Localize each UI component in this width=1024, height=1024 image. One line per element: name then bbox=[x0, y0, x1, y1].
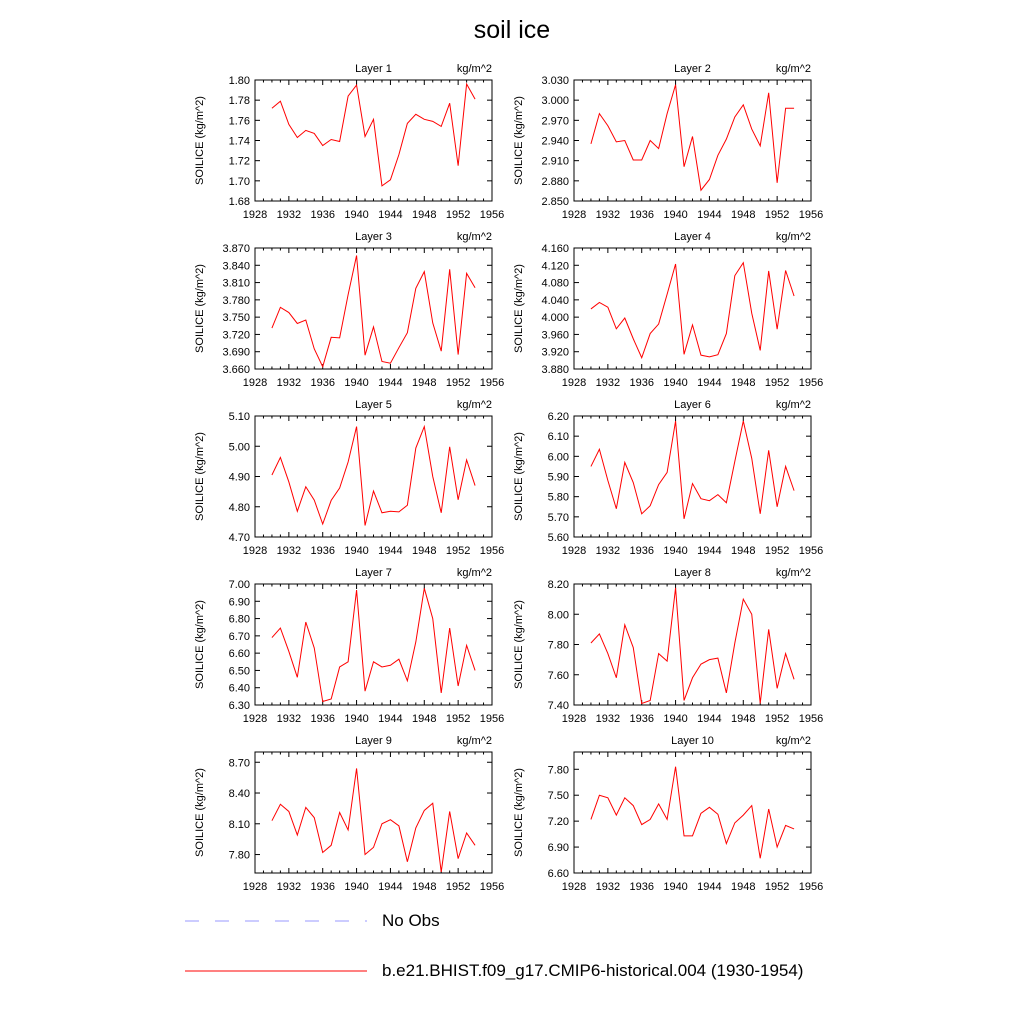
panel-units: kg/m^2 bbox=[775, 735, 811, 747]
y-tick-label: 7.00 bbox=[228, 579, 250, 591]
y-tick-label: 8.00 bbox=[547, 609, 569, 622]
panel-units: kg/m^2 bbox=[775, 231, 811, 243]
y-tick-label: 3.690 bbox=[222, 346, 250, 359]
y-tick-label: 6.60 bbox=[228, 648, 250, 661]
x-tick-label: 1956 bbox=[798, 209, 824, 221]
y-tick-label: 1.78 bbox=[228, 95, 250, 108]
x-tick-label: 1928 bbox=[561, 713, 587, 725]
x-tick-label: 1948 bbox=[412, 377, 437, 389]
y-tick-label: 7.80 bbox=[547, 764, 569, 777]
x-tick-label: 1940 bbox=[344, 881, 369, 893]
y-tick-label: 5.70 bbox=[547, 511, 569, 524]
x-tick-label: 1956 bbox=[479, 881, 505, 893]
x-tick-label: 1936 bbox=[629, 209, 654, 221]
y-tick-label: 7.80 bbox=[228, 849, 250, 862]
x-tick-label: 1956 bbox=[798, 713, 824, 725]
x-tick-label: 1928 bbox=[561, 545, 587, 557]
x-tick-label: 1948 bbox=[731, 881, 756, 893]
x-tick-label: 1928 bbox=[242, 377, 268, 389]
y-tick-label: 3.840 bbox=[222, 260, 250, 273]
x-tick-label: 1944 bbox=[697, 545, 722, 557]
x-tick-label: 1952 bbox=[445, 209, 471, 221]
x-tick-label: 1936 bbox=[629, 881, 654, 893]
y-tick-label: 1.74 bbox=[228, 135, 250, 148]
x-tick-label: 1948 bbox=[731, 545, 756, 557]
y-tick-label: 2.880 bbox=[541, 175, 569, 188]
legend-no-obs-label: No Obs bbox=[382, 911, 440, 930]
x-tick-label: 1940 bbox=[663, 881, 688, 893]
x-tick-label: 1940 bbox=[663, 209, 688, 221]
x-tick-label: 1944 bbox=[378, 209, 403, 221]
x-tick-label: 1952 bbox=[445, 881, 471, 893]
x-tick-label: 1944 bbox=[378, 545, 403, 557]
panel-title: Layer 8 bbox=[674, 567, 711, 579]
x-tick-label: 1952 bbox=[445, 713, 471, 725]
x-tick-label: 1952 bbox=[764, 209, 790, 221]
y-tick-label: 6.30 bbox=[228, 700, 250, 712]
x-tick-label: 1932 bbox=[595, 881, 621, 893]
x-tick-label: 1956 bbox=[798, 545, 824, 557]
y-tick-label: 5.90 bbox=[547, 471, 569, 484]
x-tick-label: 1932 bbox=[595, 545, 621, 557]
y-tick-label: 3.000 bbox=[541, 95, 569, 108]
y-axis-label: SOILICE (kg/m^2) bbox=[513, 600, 525, 689]
x-tick-label: 1948 bbox=[412, 545, 437, 557]
x-tick-label: 1944 bbox=[697, 377, 722, 389]
y-axis-label: SOILICE (kg/m^2) bbox=[194, 432, 206, 521]
y-tick-label: 4.70 bbox=[228, 532, 250, 544]
x-tick-label: 1940 bbox=[344, 713, 369, 725]
y-tick-label: 7.20 bbox=[547, 816, 569, 829]
x-tick-label: 1940 bbox=[344, 545, 369, 557]
y-tick-label: 7.60 bbox=[547, 669, 569, 682]
x-tick-label: 1928 bbox=[561, 377, 587, 389]
y-axis-label: SOILICE (kg/m^2) bbox=[513, 96, 525, 185]
panel-units: kg/m^2 bbox=[456, 399, 492, 411]
y-tick-label: 3.720 bbox=[222, 329, 250, 342]
y-tick-label: 6.80 bbox=[228, 613, 250, 626]
y-tick-label: 2.970 bbox=[541, 115, 569, 128]
y-tick-label: 4.080 bbox=[541, 277, 569, 290]
x-tick-label: 1932 bbox=[595, 209, 621, 221]
y-tick-label: 6.10 bbox=[547, 431, 569, 444]
x-tick-label: 1936 bbox=[310, 713, 335, 725]
y-tick-label: 6.60 bbox=[547, 868, 569, 880]
panel-title: Layer 6 bbox=[674, 399, 711, 411]
x-tick-label: 1944 bbox=[378, 377, 403, 389]
x-tick-label: 1944 bbox=[697, 713, 722, 725]
x-tick-label: 1932 bbox=[595, 377, 621, 389]
panel-title: Layer 7 bbox=[355, 567, 392, 579]
x-tick-label: 1940 bbox=[663, 545, 688, 557]
x-tick-label: 1948 bbox=[731, 209, 756, 221]
y-tick-label: 6.90 bbox=[547, 842, 569, 855]
y-tick-label: 3.780 bbox=[222, 294, 250, 307]
y-tick-label: 3.920 bbox=[541, 346, 569, 359]
y-tick-label: 6.20 bbox=[547, 411, 569, 423]
x-tick-label: 1928 bbox=[242, 713, 268, 725]
y-tick-label: 3.660 bbox=[222, 364, 250, 376]
x-tick-label: 1956 bbox=[798, 881, 824, 893]
y-tick-label: 4.120 bbox=[541, 260, 569, 273]
x-tick-label: 1952 bbox=[764, 545, 790, 557]
x-tick-label: 1936 bbox=[310, 377, 335, 389]
panel-units: kg/m^2 bbox=[775, 567, 811, 579]
x-tick-label: 1944 bbox=[697, 881, 722, 893]
panel-units: kg/m^2 bbox=[456, 735, 492, 747]
figure-title: soil ice bbox=[473, 16, 551, 44]
panel-units: kg/m^2 bbox=[456, 567, 492, 579]
panel-units: kg/m^2 bbox=[456, 231, 492, 243]
y-tick-label: 3.880 bbox=[541, 364, 569, 376]
y-axis-label: SOILICE (kg/m^2) bbox=[194, 264, 206, 353]
y-axis-label: SOILICE (kg/m^2) bbox=[513, 264, 525, 353]
x-tick-label: 1932 bbox=[276, 713, 302, 725]
y-tick-label: 6.00 bbox=[547, 451, 569, 464]
y-tick-label: 2.910 bbox=[541, 155, 569, 168]
x-tick-label: 1956 bbox=[479, 209, 505, 221]
y-tick-label: 4.040 bbox=[541, 294, 569, 307]
x-tick-label: 1936 bbox=[629, 545, 654, 557]
x-tick-label: 1952 bbox=[445, 377, 471, 389]
y-tick-label: 7.40 bbox=[547, 700, 569, 712]
y-axis-label: SOILICE (kg/m^2) bbox=[194, 96, 206, 185]
x-tick-label: 1928 bbox=[561, 881, 587, 893]
y-tick-label: 4.90 bbox=[228, 471, 250, 484]
panel-units: kg/m^2 bbox=[775, 399, 811, 411]
legend-model-label: b.e21.BHIST.f09_g17.CMIP6-historical.004 (1930-1954) bbox=[382, 961, 804, 980]
y-tick-label: 1.68 bbox=[228, 196, 250, 208]
panel-units: kg/m^2 bbox=[456, 63, 492, 75]
x-tick-label: 1944 bbox=[697, 209, 722, 221]
x-tick-label: 1940 bbox=[663, 377, 688, 389]
x-tick-label: 1928 bbox=[242, 209, 268, 221]
panel-title: Layer 9 bbox=[355, 735, 392, 747]
y-tick-label: 3.870 bbox=[222, 243, 250, 255]
y-tick-label: 8.40 bbox=[228, 788, 250, 801]
y-tick-label: 5.60 bbox=[547, 532, 569, 544]
x-tick-label: 1956 bbox=[479, 377, 505, 389]
panel-units: kg/m^2 bbox=[775, 63, 811, 75]
x-tick-label: 1956 bbox=[479, 713, 505, 725]
y-tick-label: 3.030 bbox=[541, 75, 569, 87]
x-tick-label: 1928 bbox=[561, 209, 587, 221]
y-tick-label: 1.80 bbox=[228, 75, 250, 87]
x-tick-label: 1932 bbox=[276, 377, 302, 389]
y-tick-label: 5.00 bbox=[228, 441, 250, 454]
x-tick-label: 1952 bbox=[764, 377, 790, 389]
x-tick-label: 1932 bbox=[276, 881, 302, 893]
x-tick-label: 1928 bbox=[242, 881, 268, 893]
y-tick-label: 3.810 bbox=[222, 277, 250, 290]
x-tick-label: 1952 bbox=[764, 713, 790, 725]
panel-title: Layer 2 bbox=[674, 63, 711, 75]
y-tick-label: 1.76 bbox=[228, 115, 250, 128]
panel-title: Layer 1 bbox=[355, 63, 392, 75]
x-tick-label: 1948 bbox=[412, 713, 437, 725]
y-tick-label: 8.70 bbox=[228, 757, 250, 770]
y-axis-label: SOILICE (kg/m^2) bbox=[513, 768, 525, 857]
y-tick-label: 7.50 bbox=[547, 790, 569, 803]
y-axis-label: SOILICE (kg/m^2) bbox=[513, 432, 525, 521]
x-tick-label: 1932 bbox=[595, 713, 621, 725]
y-tick-label: 4.160 bbox=[541, 243, 569, 255]
y-tick-label: 6.90 bbox=[228, 596, 250, 609]
x-tick-label: 1940 bbox=[344, 377, 369, 389]
y-tick-label: 3.750 bbox=[222, 312, 250, 325]
y-axis-label: SOILICE (kg/m^2) bbox=[194, 600, 206, 689]
x-tick-label: 1936 bbox=[310, 209, 335, 221]
x-tick-label: 1956 bbox=[798, 377, 824, 389]
y-tick-label: 2.940 bbox=[541, 135, 569, 148]
x-tick-label: 1932 bbox=[276, 209, 302, 221]
x-tick-label: 1936 bbox=[629, 377, 654, 389]
x-tick-label: 1936 bbox=[629, 713, 654, 725]
x-tick-label: 1948 bbox=[731, 713, 756, 725]
x-tick-label: 1932 bbox=[276, 545, 302, 557]
panel-title: Layer 3 bbox=[355, 231, 392, 243]
x-tick-label: 1952 bbox=[445, 545, 471, 557]
x-tick-label: 1936 bbox=[310, 545, 335, 557]
x-tick-label: 1952 bbox=[764, 881, 790, 893]
y-tick-label: 4.000 bbox=[541, 312, 569, 325]
y-tick-label: 7.80 bbox=[547, 639, 569, 652]
y-tick-label: 3.960 bbox=[541, 329, 569, 342]
y-tick-label: 6.40 bbox=[228, 682, 250, 695]
x-tick-label: 1948 bbox=[731, 377, 756, 389]
x-tick-label: 1956 bbox=[479, 545, 505, 557]
y-tick-label: 8.20 bbox=[547, 579, 569, 591]
y-axis-label: SOILICE (kg/m^2) bbox=[194, 768, 206, 857]
x-tick-label: 1944 bbox=[378, 881, 403, 893]
x-tick-label: 1948 bbox=[412, 209, 437, 221]
y-tick-label: 4.80 bbox=[228, 501, 250, 514]
y-tick-label: 8.10 bbox=[228, 818, 250, 831]
y-tick-label: 5.80 bbox=[547, 491, 569, 504]
panel-title: Layer 4 bbox=[674, 231, 711, 243]
panel-title: Layer 10 bbox=[671, 735, 714, 747]
y-tick-label: 5.10 bbox=[228, 411, 250, 423]
y-tick-label: 6.50 bbox=[228, 665, 250, 678]
x-tick-label: 1928 bbox=[242, 545, 268, 557]
y-tick-label: 1.72 bbox=[228, 155, 250, 168]
panel-title: Layer 5 bbox=[355, 399, 392, 411]
y-tick-label: 2.850 bbox=[541, 196, 569, 208]
x-tick-label: 1940 bbox=[663, 713, 688, 725]
y-tick-label: 1.70 bbox=[228, 175, 250, 188]
y-tick-label: 6.70 bbox=[228, 630, 250, 643]
x-tick-label: 1936 bbox=[310, 881, 335, 893]
x-tick-label: 1944 bbox=[378, 713, 403, 725]
x-tick-label: 1948 bbox=[412, 881, 437, 893]
x-tick-label: 1940 bbox=[344, 209, 369, 221]
